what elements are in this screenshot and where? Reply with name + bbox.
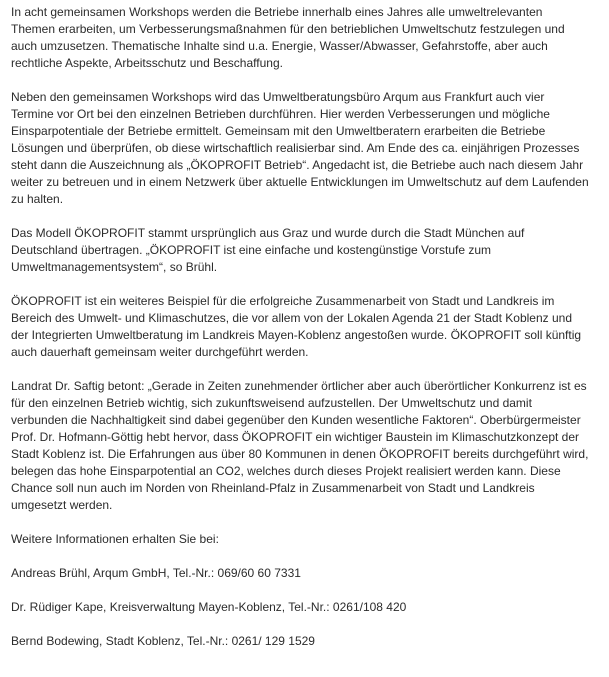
contact-bodewing: Bernd Bodewing, Stadt Koblenz, Tel.-Nr.: 0261/ 129 1529 [11,634,315,648]
paragraph-quotes: Landrat Dr. Saftig betont: „Gerade in Zeiten zunehmender örtlicher aber auch überörtlicher Konkurrenz ist es für den einzelnen Betrieb wichtig, sich zukunftsweisend aufzustellen. Der Umweltschutz und damit verbunden die Nachhaltigkeit sind dabei gegenüber den Kunden wesentliche Faktoren“. Oberbürgermeister Prof. Dr. Hofmann-Göttig hebt hervor, dass ÖKOPROFIT ein wichtiger Baustein im Klimaschutzkonzept der Stadt Koblenz ist. Die Erfahrungen aus über 80 Kommunen in denen ÖKOPROFIT bereits durchgeführt wird, belegen das hohe Einsparpotential an CO2, welches durch dieses Projekt realisiert werden kann. Diese Chance soll nun auch im Norden von Rheinland-Pfalz in Zusammenarbeit von Stadt und Landkreis umgesetzt werden. [11,379,589,512]
contact-bruehl: Andreas Brühl, Arqum GmbH, Tel.-Nr.: 069/60 60 7331 [11,566,301,580]
paragraph-workshops: In acht gemeinsamen Workshops werden die Betriebe innerhalb eines Jahres alle umweltrelevanten Themen erarbeiten, um Verbesserungsmaßnahmen für den betrieblichen Umweltschutz festzulegen und auch umzusetzen. Thematische Inhalte sind u.a. Energie, Wasser/Abwasser, Gefahrstoffe, aber auch rechtliche Aspekte, Arbeitsschutz und Beschaffung. [11,5,565,70]
paragraph-arqum-consulting: Neben den gemeinsamen Workshops wird das Umweltberatungsbüro Arqum aus Frankfurt auch vier Termine vor Ort bei den einzelnen Betrieben durchführen. Hier werden Verbesserungen und mögliche Einsparpotentiale der Betriebe ermittelt. Gemeinsam mit den Umweltberatern erarbeiten die Betriebe Lösungen und überprüfen, ob diese wirtschaftlich realisierbar sind. Am Ende des ca. einjährigen Prozesses steht dann die Auszeichnung als „ÖKOPROFIT Betrieb“. Angedacht ist, die Betriebe auch nach diesem Jahr weiter zu betreuen und in einem Netzwerk über aktuelle Entwicklungen im Umweltschutz auf dem Laufenden zu halten. [11,90,589,206]
paragraph-model-origin: Das Modell ÖKOPROFIT stammt ursprünglich aus Graz und wurde durch die Stadt München auf Deutschland übertragen. „ÖKOPROFIT ist eine einfache und kostengünstige Vorstufe zum Umweltmanagementsystem“, so Brühl. [11,226,525,274]
contact-kape: Dr. Rüdiger Kape, Kreisverwaltung Mayen-Koblenz, Tel.-Nr.: 0261/108 420 [11,600,407,614]
paragraph-cooperation: ÖKOPROFIT ist ein weiteres Beispiel für die erfolgreiche Zusammenarbeit von Stadt und Landkreis im Bereich des Umwelt- und Klimaschutzes, die vor allem von der Lokalen Agenda 21 der Stadt Koblenz und der Integrierten Umweltberatung im Landkreis Mayen-Koblenz angestoßen wurde. ÖKOPROFIT soll künftig auch dauerhaft gemeinsam weiter durchgeführt werden. [11,294,582,359]
paragraph-more-info: Weitere Informationen erhalten Sie bei: [11,532,219,546]
